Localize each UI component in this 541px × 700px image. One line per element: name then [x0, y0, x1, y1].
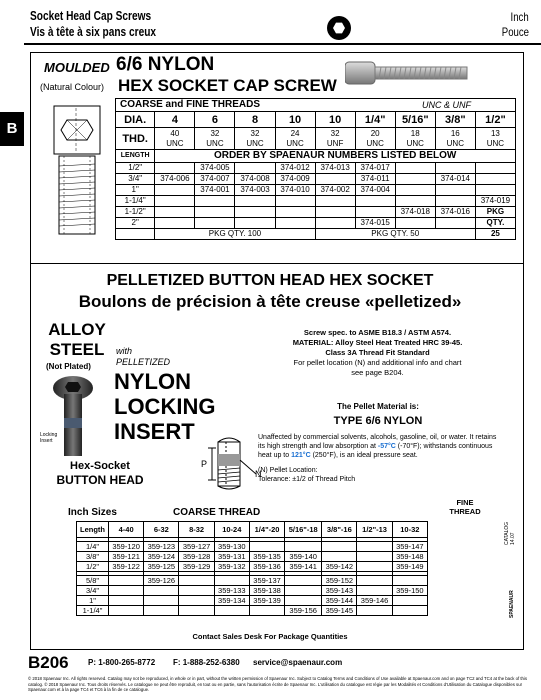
part-number-cell	[435, 218, 475, 229]
dia-cell: 4	[155, 112, 195, 128]
part-number-cell	[109, 576, 144, 586]
order-by-header: ORDER BY SPAENAUR NUMBERS LISTED BELOW	[155, 150, 516, 163]
thd-cell: 24 UNC	[275, 128, 315, 150]
size-col-header: 4-40	[109, 522, 144, 538]
part-number-cell	[355, 207, 395, 218]
section-tab: B	[0, 112, 24, 146]
nylon-title: 6/6 NYLON	[116, 54, 215, 75]
part-number-cell	[214, 576, 249, 586]
part-number-cell: 374-011	[355, 174, 395, 185]
part-number-cell: 359-150	[392, 586, 427, 596]
dia-cell: 10	[315, 112, 355, 128]
locking-insert-label: Locking Insert	[40, 432, 58, 444]
part-number-cell: 359-152	[322, 576, 357, 586]
length-cell: 1"	[77, 596, 109, 606]
part-number-cell: 359-156	[285, 606, 322, 616]
part-number-cell: 374-014	[435, 174, 475, 185]
length-cell: 2"	[116, 218, 155, 229]
table-row	[116, 185, 516, 196]
natural-colour-label: (Natural Colour)	[40, 82, 105, 92]
email-link[interactable]: service@spaenaur.com	[253, 658, 343, 667]
table-row	[116, 207, 516, 218]
table-row	[77, 586, 428, 596]
part-number-cell	[475, 174, 515, 185]
part-number-cell: 374-007	[195, 174, 235, 185]
pkg-qty-50: PKG QTY. 50	[315, 229, 475, 240]
contact-line	[88, 658, 342, 667]
thd-cell: 20 UNC	[355, 128, 395, 150]
table-row	[77, 576, 428, 586]
table-row	[77, 596, 428, 606]
screw-specifications: Screw spec. to ASME B18.3 / ASTM A574. MATERIAL: Alloy Steel Heat Treated HRC 39-45. Class 3A Thread Fit Standard For pellet location (N) and additional info and chart see page B204.	[292, 328, 463, 377]
part-number-cell	[249, 542, 284, 552]
table-row	[116, 174, 516, 185]
size-col-header: 8-32	[179, 522, 214, 538]
size-col-header: 1/2"-13	[357, 522, 392, 538]
length-cell: 3/4"	[77, 586, 109, 596]
diagram-p-label: P	[201, 459, 208, 469]
length-cell: 5/8"	[77, 576, 109, 586]
part-number-cell: 359-146	[357, 596, 392, 606]
part-number-cell: 359-128	[179, 552, 214, 562]
part-number-cell: 374-010	[275, 185, 315, 196]
part-number-cell	[357, 552, 392, 562]
table-row	[116, 218, 516, 229]
part-number-cell: 374-001	[195, 185, 235, 196]
part-number-cell: 374-013	[315, 163, 355, 174]
part-number-cell	[214, 606, 249, 616]
part-number-cell: PKG	[475, 207, 515, 218]
part-number-cell: 359-138	[249, 586, 284, 596]
fine-thread-label: FINE THREAD	[449, 498, 481, 516]
part-number-cell: QTY.	[475, 218, 515, 229]
part-number-cell: 374-003	[235, 185, 275, 196]
part-number-cell: 359-126	[144, 576, 179, 586]
diagram-n-label: N	[255, 469, 262, 479]
size-col-header: 10-24	[214, 522, 249, 538]
part-number-cell: 359-124	[144, 552, 179, 562]
part-number-cell	[109, 596, 144, 606]
part-number-cell	[285, 586, 322, 596]
part-number-cell	[179, 586, 214, 596]
part-number-cell: 374-002	[315, 185, 355, 196]
nylon-screw-image	[345, 60, 470, 86]
part-number-cell	[275, 218, 315, 229]
length-col-header: Length	[77, 522, 109, 538]
part-number-cell: 374-004	[355, 185, 395, 196]
header-title-fr: Vis à tête à six pans creux	[30, 24, 157, 39]
part-number-cell	[357, 542, 392, 552]
part-number-cell: 359-149	[392, 562, 427, 572]
size-col-header: 1/4"-20	[249, 522, 284, 538]
thd-cell: 16 UNC	[435, 128, 475, 150]
part-number-cell	[155, 196, 195, 207]
part-number-cell: 359-140	[285, 552, 322, 562]
part-number-cell: 359-133	[214, 586, 249, 596]
dia-cell: 1/4"	[355, 112, 395, 128]
part-number-cell: 374-016	[435, 207, 475, 218]
size-col-header: 6-32	[144, 522, 179, 538]
part-number-cell	[315, 174, 355, 185]
header-rule	[24, 43, 541, 45]
part-number-cell	[179, 596, 214, 606]
thd-cell: 32 UNC	[235, 128, 275, 150]
dia-cell: 5/16"	[395, 112, 435, 128]
thd-cell: 18 UNC	[395, 128, 435, 150]
pkg-qty-100: PKG QTY. 100	[155, 229, 315, 240]
thd-cell: 40 UNC	[155, 128, 195, 150]
part-number-cell	[195, 196, 235, 207]
part-number-cell	[144, 596, 179, 606]
part-number-cell	[179, 606, 214, 616]
part-number-cell: 374-009	[275, 174, 315, 185]
part-number-cell: 374-008	[235, 174, 275, 185]
part-number-cell: 359-131	[214, 552, 249, 562]
nylon-cap-screw-table	[115, 98, 516, 240]
phone-number: P: 1-800-265-8772	[88, 658, 156, 667]
part-number-cell: 359-143	[322, 586, 357, 596]
table-row	[77, 562, 428, 572]
part-number-cell	[435, 196, 475, 207]
part-number-cell: 359-121	[109, 552, 144, 562]
contact-sales-note: Contact Sales Desk For Package Quantities	[192, 632, 348, 641]
part-number-cell	[315, 218, 355, 229]
part-number-cell	[179, 576, 214, 586]
length-cell: 1-1/2"	[116, 207, 155, 218]
header-title-en: Socket Head Cap Screws	[30, 8, 152, 23]
size-col-header: 10-32	[392, 522, 427, 538]
coarse-thread-label: COARSE THREAD	[173, 507, 261, 518]
part-number-cell	[315, 196, 355, 207]
length-cell: 1"	[116, 185, 155, 196]
part-number-cell	[195, 207, 235, 218]
header-unit-en: Inch	[510, 10, 529, 24]
part-number-cell: 359-123	[144, 542, 179, 552]
part-number-cell: 359-135	[249, 552, 284, 562]
thd-label: THD.	[116, 128, 155, 150]
part-number-cell: 359-139	[249, 596, 284, 606]
part-number-cell	[285, 542, 322, 552]
part-number-cell	[357, 586, 392, 596]
part-number-cell	[155, 207, 195, 218]
part-number-cell: 359-144	[322, 596, 357, 606]
size-col-header: 5/16"-18	[285, 522, 322, 538]
part-number-cell: 359-141	[285, 562, 322, 572]
part-number-cell	[275, 207, 315, 218]
table-row	[77, 542, 428, 552]
dia-cell: 8	[235, 112, 275, 128]
thd-cell: 13 UNC	[475, 128, 515, 150]
length-cell: 1/4"	[77, 542, 109, 552]
part-number-cell	[249, 606, 284, 616]
section2-title-fr: Boulons de précision à tête creuse «pelletized»	[78, 292, 462, 311]
table-row	[77, 552, 428, 562]
part-number-cell: 359-136	[249, 562, 284, 572]
part-number-cell: 374-019	[475, 196, 515, 207]
thread-header: COARSE and FINE THREADS UNC & UNF	[116, 99, 516, 112]
section2-title-en: PELLETIZED BUTTON HEAD HEX SOCKET	[106, 272, 434, 289]
page-number: B206	[28, 653, 69, 672]
part-number-cell	[322, 542, 357, 552]
fax-number: F: 1-888-252-6380	[172, 658, 240, 667]
part-number-cell	[395, 185, 435, 196]
part-number-cell: 359-125	[144, 562, 179, 572]
part-number-cell	[435, 185, 475, 196]
part-number-cell: 359-129	[179, 562, 214, 572]
length-cell: 1-1/4"	[77, 606, 109, 616]
table-row	[77, 606, 428, 616]
part-number-cell: 374-015	[355, 218, 395, 229]
part-number-cell: 359-148	[392, 552, 427, 562]
part-number-cell	[395, 163, 435, 174]
part-number-cell: 359-145	[322, 606, 357, 616]
part-number-cell: 374-017	[355, 163, 395, 174]
part-number-cell	[155, 218, 195, 229]
dia-cell: 6	[195, 112, 235, 128]
not-plated-label: (Not Plated)	[46, 362, 91, 371]
part-number-cell: 359-130	[214, 542, 249, 552]
pellet-material-heading: The Pellet Material is:	[337, 402, 419, 411]
dia-cell: 3/8"	[435, 112, 475, 128]
brand-logo: SPAENAUR	[509, 590, 515, 618]
part-number-cell	[235, 163, 275, 174]
with-pelletized-label: with PELLETIZED	[116, 346, 171, 367]
part-number-cell	[475, 163, 515, 174]
pellet-description: Unaffected by commercial solvents, alcohols, gasoline, oil, or water. It retains its high strength and low absorption at -57°C (-70°F); withstands continuous heat up to 121°C (250°F), is an ideal pressure seat. (N) Pellet Location: Tolerance: ±1/2 of Thread Pitch	[258, 434, 497, 483]
alloy-steel-label: ALLOY STEEL	[48, 320, 106, 359]
part-number-cell	[285, 576, 322, 586]
part-number-cell	[475, 185, 515, 196]
part-number-cell	[285, 596, 322, 606]
length-cell: 3/8"	[77, 552, 109, 562]
part-number-cell	[322, 552, 357, 562]
size-col-header: 3/8"-16	[322, 522, 357, 538]
length-cell: 3/4"	[116, 174, 155, 185]
thd-cell: 32 UNF	[315, 128, 355, 150]
table-row	[116, 196, 516, 207]
part-number-cell	[155, 163, 195, 174]
inch-sizes-label: Inch Sizes	[68, 507, 117, 518]
part-number-cell	[144, 586, 179, 596]
part-number-cell	[109, 586, 144, 596]
part-number-cell	[392, 606, 427, 616]
moulded-label: MOULDED	[44, 60, 110, 75]
part-number-cell	[357, 606, 392, 616]
part-number-cell: 374-006	[155, 174, 195, 185]
part-number-cell	[109, 606, 144, 616]
header-unit-fr: Pouce	[501, 25, 529, 39]
part-number-cell: 374-005	[195, 163, 235, 174]
part-number-cell	[235, 196, 275, 207]
part-number-cell	[392, 596, 427, 606]
part-number-cell	[357, 562, 392, 572]
part-number-cell	[355, 196, 395, 207]
part-number-cell	[195, 218, 235, 229]
part-number-cell: 359-137	[249, 576, 284, 586]
dia-cell: 1/2"	[475, 112, 515, 128]
length-cell: 1/2"	[116, 163, 155, 174]
button-head-table	[76, 521, 428, 616]
thd-cell: 32 UNC	[195, 128, 235, 150]
part-number-cell: 359-134	[214, 596, 249, 606]
part-number-cell: 359-120	[109, 542, 144, 552]
part-number-cell: 359-122	[109, 562, 144, 572]
part-number-cell	[155, 185, 195, 196]
pellet-material-type: TYPE 6/6 NYLON	[333, 415, 423, 427]
length-cell: 1/2"	[77, 562, 109, 572]
part-number-cell	[395, 196, 435, 207]
cap-screw-drawing	[48, 104, 108, 236]
part-number-cell	[275, 196, 315, 207]
part-number-cell	[435, 163, 475, 174]
part-number-cell: 359-147	[392, 542, 427, 552]
part-number-cell	[392, 576, 427, 586]
catalog-version: CATALOG 14.07	[504, 521, 516, 545]
length-cell: 1-1/4"	[116, 196, 155, 207]
table-row	[116, 163, 516, 174]
part-number-cell: 359-132	[214, 562, 249, 572]
part-number-cell	[395, 174, 435, 185]
legal-notice: © 2018 Spaenaur Inc. All rights reserved. Catalog may not be reproduced, in whole or in part, without the written permission of Spaenaur Inc. Subject to Catalog Terms and Conditions of Use available at Spaenaur.com and on page TC2 and TC4 at the back of this catalog. © 2018 Spaenaur Inc. Tous droits réservés. Le catalogue ne peut être reproduit, en tout ou en partie, sans l'autorisation écrite de Spaenaur Inc. L'utilisation du catalogue est régie par les Modalités et Conditions d'Utilisation du Catalogue disponibles sur Spaenaur.com et à la page TC4 et TC6 à la fin de ce catalogue.	[28, 676, 528, 692]
part-number-cell	[315, 207, 355, 218]
nylon-locking-insert-title: NYLON LOCKING INSERT	[114, 369, 216, 444]
pkg-qty-25: 25	[475, 229, 515, 240]
part-number-cell	[357, 576, 392, 586]
part-number-cell	[235, 207, 275, 218]
length-label: LENGTH	[116, 150, 155, 163]
hex-socket-icon	[327, 16, 351, 40]
dia-cell: 10	[275, 112, 315, 128]
part-number-cell	[235, 218, 275, 229]
part-number-cell: 374-012	[275, 163, 315, 174]
part-number-cell	[144, 606, 179, 616]
part-number-cell: 374-018	[395, 207, 435, 218]
product-title: HEX SOCKET CAP SCREW	[118, 76, 337, 95]
dia-label: DIA.	[116, 112, 155, 128]
part-number-cell	[395, 218, 435, 229]
part-number-cell: 359-142	[322, 562, 357, 572]
part-number-cell: 359-127	[179, 542, 214, 552]
hex-socket-button-head-label: Hex-Socket BUTTON HEAD	[56, 460, 144, 487]
button-head-screw-image	[50, 374, 100, 458]
